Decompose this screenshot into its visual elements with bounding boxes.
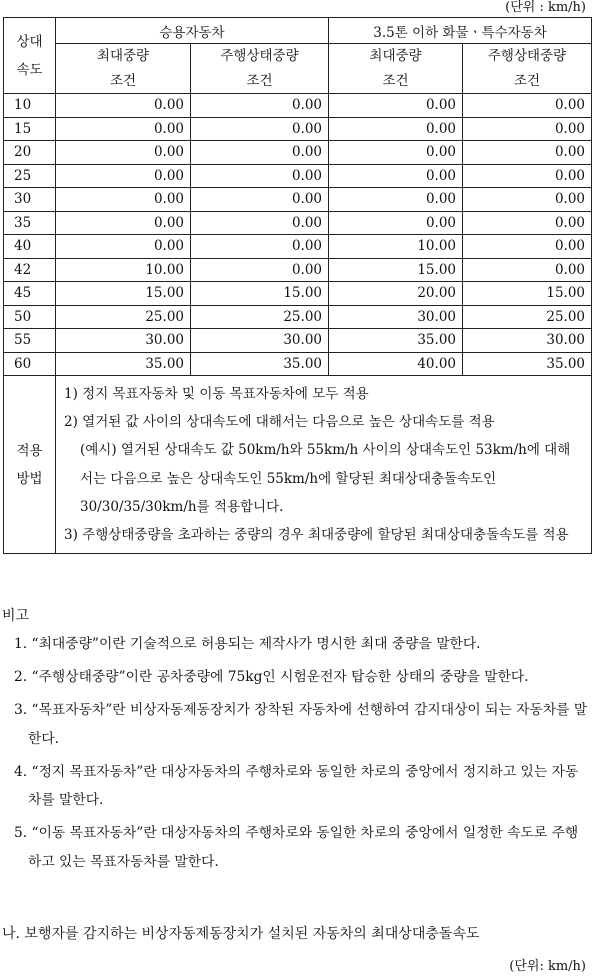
subheader-max-weight-truck <box>329 44 463 94</box>
remark-item: 4. “정지 목표자동차”란 대상자동차의 주행차로와 동일한 차로의 중앙에서 정지하고 있는 자동차를 말한다. <box>14 763 579 808</box>
subheader-text: 주행상태중량 <box>487 48 567 64</box>
unit-label-bottom: (단위: km/h) <box>509 959 586 974</box>
value-cell: 0.00 <box>463 164 592 188</box>
value-cell: 30.00 <box>463 329 592 353</box>
remark-item: 1. “최대중량”이란 기술적으로 허용되는 제작사가 명시한 최대 중량을 말한다. <box>14 636 481 652</box>
value-cell: 35.00 <box>191 352 329 376</box>
value-cell: 30.00 <box>56 329 191 353</box>
speed-cell: 15 <box>4 117 56 141</box>
speed-cell: 25 <box>4 164 56 188</box>
speed-cell: 35 <box>4 211 56 235</box>
value-cell: 0.00 <box>463 94 592 118</box>
value-cell: 0.00 <box>191 235 329 259</box>
subheader-condition: 조건 <box>513 73 541 89</box>
value-cell: 0.00 <box>463 258 592 282</box>
value-cell: 0.00 <box>329 211 463 235</box>
speed-cell: 60 <box>4 352 56 376</box>
value-cell: 0.00 <box>329 188 463 212</box>
value-cell: 0.00 <box>463 235 592 259</box>
application-method-line2: 방법 <box>16 470 43 487</box>
subheader-text: 주행상태중량 <box>220 48 299 64</box>
speed-cell: 10 <box>4 94 56 118</box>
value-cell: 0.00 <box>463 211 592 235</box>
note-item: 3) 주행상태중량을 초과하는 중량의 경우 최대중량에 할당된 최대상대충돌속도를 적용 <box>64 527 569 544</box>
table-row <box>4 235 592 259</box>
value-cell: 0.00 <box>463 188 592 212</box>
remark-item: 5. “이동 목표자동차”란 대상자동차의 주행차로와 동일한 차로의 중앙에서 일정한 속도로 주행하고 있는 목표자동차를 말한다. <box>14 825 579 870</box>
table-row <box>4 282 592 306</box>
subheader-text: 최대중량 <box>369 48 422 64</box>
value-cell: 0.00 <box>329 164 463 188</box>
value-cell: 0.00 <box>463 117 592 141</box>
value-cell: 10.00 <box>56 258 191 282</box>
value-cell: 0.00 <box>56 141 191 165</box>
value-cell: 0.00 <box>56 188 191 212</box>
subheader-max-weight-passenger <box>56 44 191 94</box>
speed-cell: 20 <box>4 141 56 165</box>
value-cell: 0.00 <box>56 235 191 259</box>
subheader-condition: 조건 <box>382 73 409 89</box>
value-cell: 10.00 <box>329 235 463 259</box>
speed-cell: 45 <box>4 282 56 306</box>
subheader-running-weight-passenger <box>191 44 329 94</box>
notes-row <box>4 376 592 554</box>
passenger-car-header: 승용자동차 <box>56 18 329 44</box>
relative-speed-header-line2: 속도 <box>16 61 43 78</box>
speed-cell: 55 <box>4 329 56 353</box>
value-cell: 25.00 <box>56 305 191 329</box>
value-cell: 0.00 <box>191 164 329 188</box>
remarks-list <box>14 630 588 881</box>
collision-speed-table <box>3 17 592 554</box>
value-cell: 0.00 <box>56 211 191 235</box>
table-row <box>4 117 592 141</box>
value-cell: 0.00 <box>191 94 329 118</box>
value-cell: 15.00 <box>56 282 191 306</box>
truck-special-header: 3.5톤 이하 화물ㆍ특수자동차 <box>329 18 592 44</box>
value-cell: 25.00 <box>463 305 592 329</box>
note-example: (예시) 열거된 상대속도 값 50km/h와 55km/h 사이의 상대속도인 53km/h에 대해서는 다음으로 높은 상대속도인 55km/h에 할당된 최대상대충돌속도인 30/30/35/30km/h를 적용합니다. <box>80 442 571 515</box>
speed-cell: 50 <box>4 305 56 329</box>
note-item: 1) 정지 목표자동차 및 이동 목표자동차에 모두 적용 <box>64 386 369 402</box>
application-method-notes <box>56 376 592 554</box>
value-cell: 30.00 <box>191 329 329 353</box>
value-cell: 30.00 <box>329 305 463 329</box>
value-cell: 25.00 <box>191 305 329 329</box>
value-cell: 35.00 <box>463 352 592 376</box>
speed-cell: 30 <box>4 188 56 212</box>
table-row <box>4 188 592 212</box>
value-cell: 0.00 <box>191 188 329 212</box>
value-cell: 0.00 <box>191 258 329 282</box>
relative-speed-header <box>4 18 56 94</box>
value-cell: 35.00 <box>56 352 191 376</box>
remark-item: 3. “목표자동차”란 비상자동제동장치가 장착된 자동차에 선행하여 감지대상이 되는 자동차를 말한다. <box>14 702 588 747</box>
table-row <box>4 141 592 165</box>
table-row <box>4 164 592 188</box>
remark-item: 2. “주행상태중량”이란 공차중량에 75kg인 시험운전자 탑승한 상태의 중량을 말한다. <box>14 669 529 685</box>
subheader-text: 최대중량 <box>96 48 150 64</box>
table-row <box>4 329 592 353</box>
relative-speed-header-line1: 상대 <box>16 33 43 50</box>
application-method-line1: 적용 <box>16 442 43 459</box>
value-cell: 0.00 <box>329 117 463 141</box>
value-cell: 0.00 <box>191 211 329 235</box>
value-cell: 15.00 <box>191 282 329 306</box>
table-row <box>4 352 592 376</box>
remarks-title: 비고 <box>2 608 30 624</box>
speed-cell: 40 <box>4 235 56 259</box>
value-cell: 0.00 <box>56 164 191 188</box>
value-cell: 0.00 <box>191 141 329 165</box>
value-cell: 20.00 <box>329 282 463 306</box>
value-cell: 40.00 <box>329 352 463 376</box>
speed-cell: 42 <box>4 258 56 282</box>
value-cell: 0.00 <box>329 141 463 165</box>
section-heading: 나. 보행자를 감지하는 비상자동제동장치가 설치된 자동차의 최대상대충돌속도 <box>2 926 480 942</box>
unit-label-top: (단위 : km/h) <box>505 0 586 15</box>
table-row <box>4 305 592 329</box>
value-cell: 0.00 <box>329 94 463 118</box>
value-cell: 15.00 <box>329 258 463 282</box>
value-cell: 0.00 <box>191 117 329 141</box>
value-cell: 0.00 <box>56 117 191 141</box>
table-row <box>4 211 592 235</box>
value-cell: 35.00 <box>329 329 463 353</box>
subheader-condition: 조건 <box>109 73 137 89</box>
value-cell: 0.00 <box>56 94 191 118</box>
subheader-condition: 조건 <box>246 73 273 89</box>
subheader-running-weight-truck <box>463 44 592 94</box>
value-cell: 15.00 <box>463 282 592 306</box>
table-row <box>4 94 592 118</box>
note-item: 2) 열거된 값 사이의 상대속도에 대해서는 다음으로 높은 상대속도를 적용 <box>64 414 495 431</box>
table-row <box>4 258 592 282</box>
value-cell: 0.00 <box>463 141 592 165</box>
application-method-label <box>4 376 56 554</box>
